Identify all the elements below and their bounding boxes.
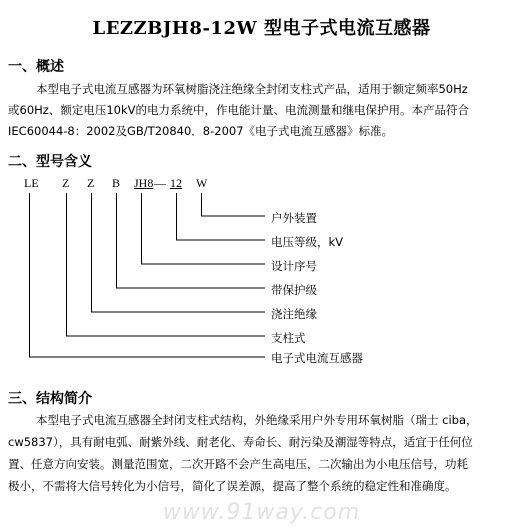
label-electronic-ct: 电子式电流互感器	[271, 351, 363, 365]
overview-line: 本型电子式电流互感器为环氧树脂浇注绝缘全封闭支柱式产品，适用于额定频率50Hz	[36, 82, 468, 96]
code-jh8: JH8	[134, 176, 154, 190]
watermark: www.91way.com	[162, 500, 361, 525]
code-12: 12	[170, 176, 182, 190]
code-dash: —	[154, 176, 166, 190]
label-pillar: 支柱式	[271, 331, 306, 345]
structure-paragraph	[8, 409, 516, 497]
label-voltage: 电压等级，kV	[271, 235, 344, 249]
page-title: LEZZBJH8-12W 型电子式电流互感器	[92, 18, 431, 39]
structure-line: cw5837），具有耐电弧、耐紫外线、耐老化、寿命长、耐污染及潮湿等特点，适宜于任何位	[8, 435, 473, 449]
label-outdoor: 户外装置	[271, 211, 317, 225]
overview-line: 或60Hz、额定电压10kV的电力系统中，作电能计量、电流测量和继电保护用。本产品符合	[8, 103, 469, 117]
line-jh8	[142, 193, 266, 264]
section-model-heading: 二、型号含义	[8, 154, 92, 170]
code-z1: Z	[62, 176, 70, 190]
structure-line: 极小，不需将大信号转化为小信号，简化了误差源，提高了整个系统的稳定性和准确度。	[8, 479, 457, 493]
code-w: W	[196, 176, 208, 190]
line-le	[30, 193, 266, 357]
structure-line: 本型电子式电流互感器全封闭支柱式结构，外绝缘采用户外专用环氧树脂（瑞士 ciba，	[36, 413, 478, 427]
structure-line: 置、任意方向安装。测量范围宽，二次开路不会产生高电压，二次输出为小电压信号，功耗	[8, 457, 468, 471]
label-cast-insulation: 浇注绝缘	[271, 307, 317, 321]
code-le: LE	[24, 176, 39, 190]
section-structure-heading: 三、结构简介	[8, 391, 92, 407]
code-z2: Z	[87, 176, 95, 190]
code-b: B	[112, 176, 121, 190]
line-w	[202, 193, 266, 216]
line-z2	[92, 193, 266, 312]
overview-line: IEC60044-8：2002及GB/T20840．8-2007《电子式电流互感器》标准。	[8, 124, 394, 138]
label-design-serial: 设计序号	[271, 259, 317, 273]
label-protection: 带保护级	[271, 283, 317, 297]
section-overview-heading: 一、概述	[8, 59, 64, 75]
